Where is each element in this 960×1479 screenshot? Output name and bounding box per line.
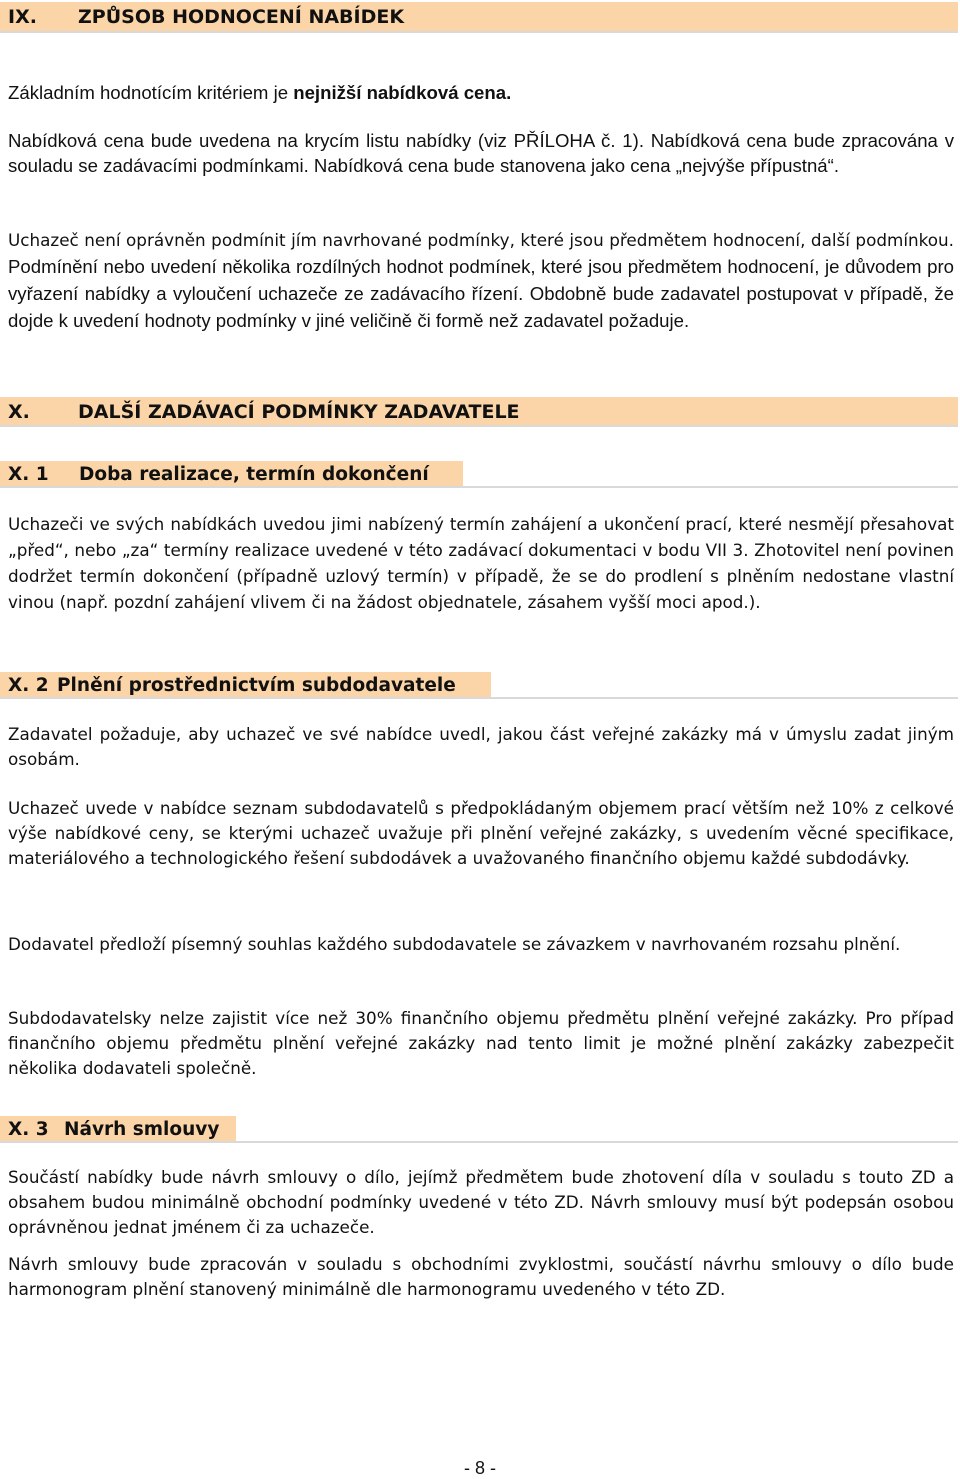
subsection-number: X. 2 [8,675,49,696]
paragraph-subcontract-list: Uchazeč uvede v nabídce seznam subdodavatelů s předpokládaným objemem prací větším než 10% z celkové výše nabídkové ceny, se kterými uchazeč uvažuje při plnění veřejné zakázky, s uvedením věcné specifikace, materiálového a technologického řešení subdodávek a uvažovaného finančního objemu každé subdodávky. [8,798,954,868]
paragraph-subcontract-intent: Zadavatel požaduje, aby uchazeč ve své nabídce uvedl, jakou část veřejné zakázky má v úmyslu zadat jiným osobám. [8,724,954,769]
section-heading-x [0,397,958,427]
conditions-text-b: Podmínění nebo uvedení několika rozdílných hodnot podmínek, které jsou předmětem hodnocení, je důvodem pro vyřazení nabídky a vyloučení uchazeče ze zadávacího řízení. [8,256,954,304]
section-title: DALŠÍ ZADÁVACÍ PODMÍNKY ZADAVATELE [78,401,520,423]
criterion-bold: nejnižší nabídková cena. [293,82,512,103]
subsection-title: Plnění prostřednictvím subdodavatele [57,675,456,696]
paragraph-schedule [8,512,954,616]
page-number: - 8 - [463,1458,496,1478]
section-heading-ix [0,2,958,33]
conditions-text-a: Uchazeč není oprávněn podmínit jím navrhované podmínky, které jsou předmětem hodnocení, další podmínkou. [8,230,954,250]
paragraph-conditions [8,227,954,335]
paragraph-contract-draft: Součástí nabídky bude návrh smlouvy o dílo, jejímž předmětem bude zhotovení díla v souladu s touto ZD a obsahem budou minimálně obchodní podmínky uvedené v této ZD. Návrh smlouvy musí být podepsán osobou oprávněnou jednat jménem či za uchazeče. [8,1167,954,1237]
paragraph-contract-schedule: Návrh smlouvy bude zpracován v souladu s obchodními zvyklostmi, součástí návrhu smlouvy o dílo bude harmonogram plnění stanovený minimálně dle harmonogramu uvedeného v této ZD. [8,1254,954,1299]
subsection-heading-x2 [0,672,958,699]
conditions-text-c: Obdobně bude zadavatel postupovat v případě, že dojde k uvedení hodnoty podmínky v jiné veličině či formě než zadavatel požaduje. [8,283,954,331]
subsection-number: X. 3 [8,1119,49,1140]
section-number: X. [8,401,30,423]
paragraph-criterion [8,80,954,105]
subsection-title: Doba realizace, termín dokončení [79,464,429,485]
paragraph-subcontract-consent: Dodavatel předloží písemný souhlas každého subdodavatele se závazkem v navrhovaném rozsahu plnění. [8,934,901,954]
subsection-heading-x3 [0,1116,958,1143]
section-number: IX. [8,6,37,28]
schedule-text-a: Uchazeči ve svých nabídkách uvedou jimi nabízený termín zahájení a ukončení prací, které nesmějí přesahovat „před“, nebo „za“ termíny realizace uvedené v této zadávací dokumentaci v bodu VII 3. [8,514,954,560]
subsection-number: X. 1 [8,464,49,485]
section-title: ZPŮSOB HODNOCENÍ NABÍDEK [78,6,405,28]
schedule-text-b: Zhotovitel není povinen dodržet termín dokončení (případně uzlový termín) v případě, že se do prodlení s plněním nedostane vlastní vinou (např. pozdní zahájení vlivem či na žádost objednatele, zásahem vyšší moci apod.). [8,540,955,612]
paragraph-subcontract-limit: Subdodavatelsky nelze zajistit více než 30% finančního objemu předmětu plnění veřejné zakázky. Pro případ finančního objemu předmětu plnění veřejné zakázky nad tento limit je možné plnění zakázky zabezpečit několika dodavateli společně. [8,1008,954,1078]
subsection-title: Návrh smlouvy [64,1119,220,1140]
paragraph-price: Nabídková cena bude uvedena na krycím listu nabídky (viz PŘÍLOHA č. 1). Nabídková cena bude zpracována v souladu se zadávacími podmínkami. Nabídková cena bude stanovena jako cena „nejvýše přípustná“. [8,130,954,176]
subsection-heading-x1 [0,461,958,488]
criterion-text: Základním hodnotícím kritériem je [8,82,294,103]
